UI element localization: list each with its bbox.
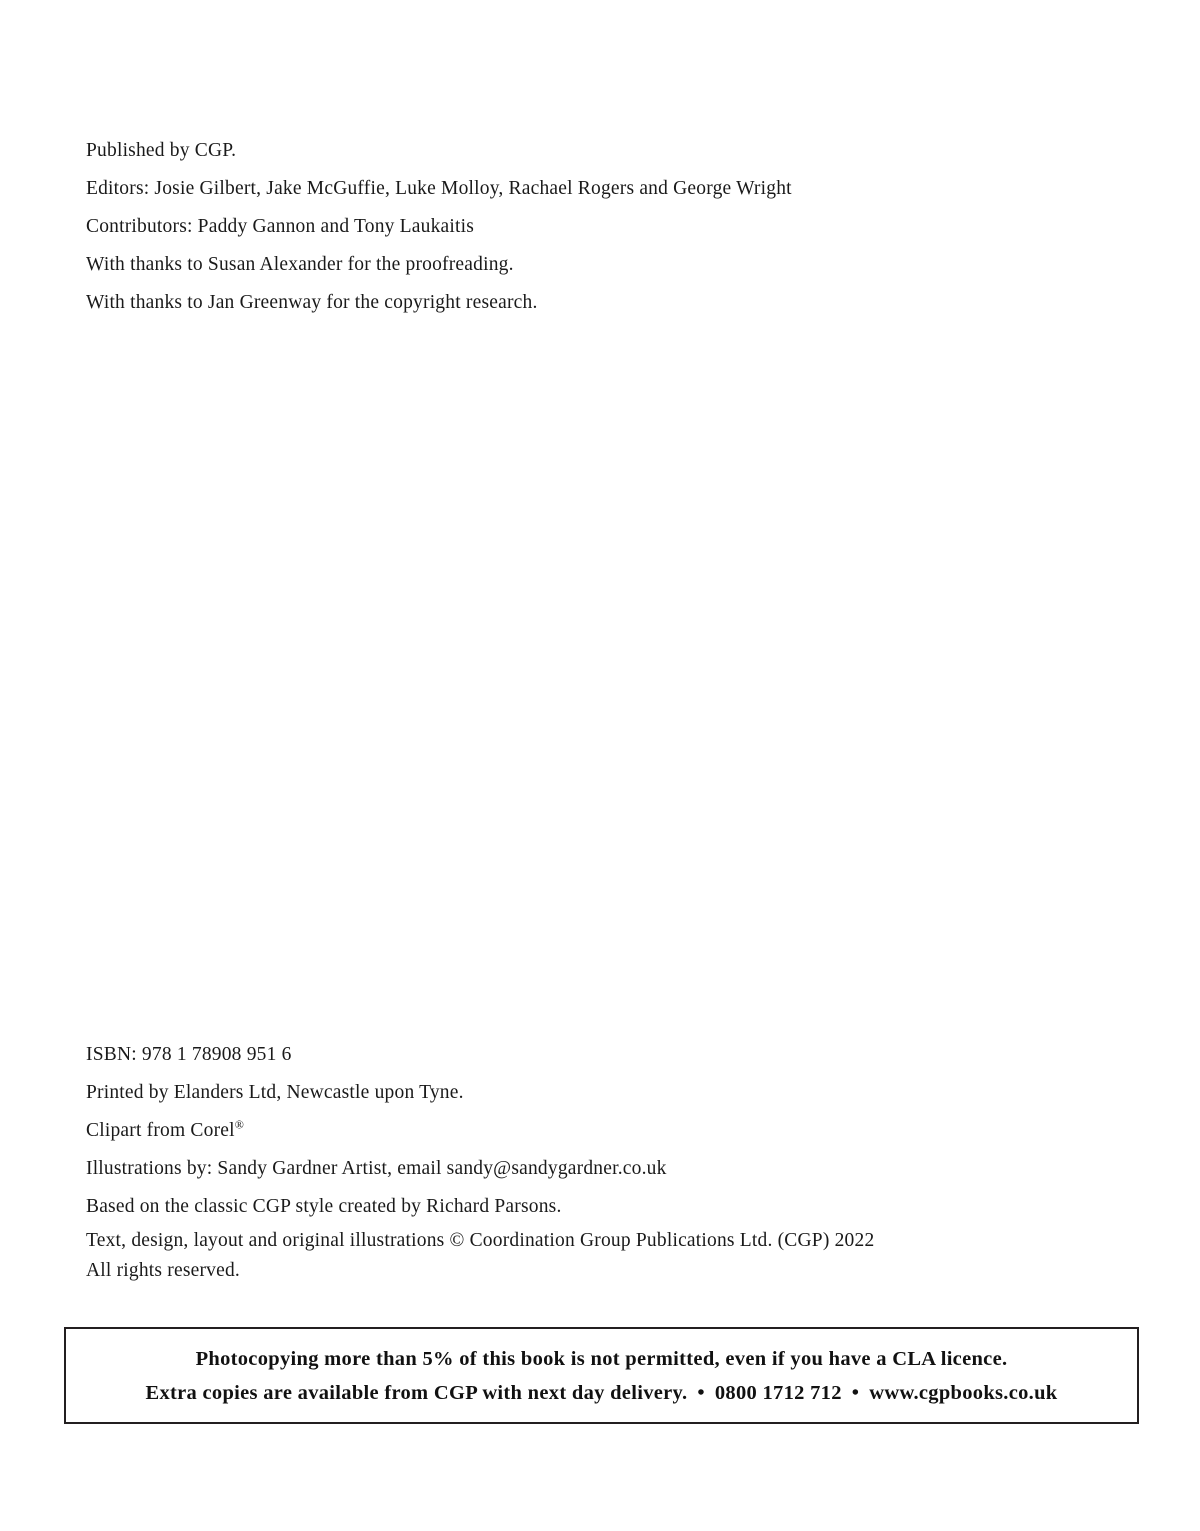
rights-reserved-line: All rights reserved. — [86, 1260, 241, 1281]
credit-line-contributors: Contributors: Paddy Gannon and Tony Laukaitis — [86, 216, 475, 237]
clipart-line — [86, 1112, 1086, 1150]
credits-block — [86, 132, 1086, 322]
style-credit-line: Based on the classic CGP style created by Richard Parsons. — [86, 1196, 562, 1217]
notice-extra-copies-text: Extra copies are available from CGP with next day delivery. — [145, 1381, 688, 1404]
credit-line-published: Published by CGP. — [86, 140, 237, 161]
phone-number[interactable]: 0800 1712 712 — [714, 1381, 842, 1404]
imprint-block — [86, 1036, 1086, 1286]
bullet-separator-2: • — [851, 1381, 860, 1404]
isbn-line: ISBN: 978 1 78908 951 6 — [86, 1044, 292, 1065]
bullet-separator-1: • — [697, 1381, 705, 1404]
photocopying-notice-box — [64, 1327, 1139, 1424]
credit-line-copyright-research: With thanks to Jan Greenway for the copyright research. — [86, 292, 538, 313]
illustrations-line: Illustrations by: Sandy Gardner Artist, email sandy@sandygardner.co.uk — [86, 1158, 667, 1179]
website-link[interactable]: www.cgpbooks.co.uk — [869, 1381, 1058, 1404]
notice-line-photocopying: Photocopying more than 5% of this book is not permitted, even if you have a CLA licence. — [195, 1347, 1008, 1370]
credit-line-proofreading: With thanks to Susan Alexander for the proofreading. — [86, 254, 514, 275]
registered-trademark-icon: ® — [234, 1117, 245, 1132]
clipart-text: Clipart from Corel — [86, 1120, 235, 1141]
credit-line-editors: Editors: Josie Gilbert, Jake McGuffie, Luke Molloy, Rachael Rogers and George Wright — [86, 178, 792, 199]
printed-by-line: Printed by Elanders Ltd, Newcastle upon Tyne. — [86, 1082, 464, 1103]
notice-line-contact — [145, 1376, 1057, 1410]
copyright-line: Text, design, layout and original illustrations © Coordination Group Publications Ltd. (CGP) 2022 — [86, 1230, 875, 1251]
